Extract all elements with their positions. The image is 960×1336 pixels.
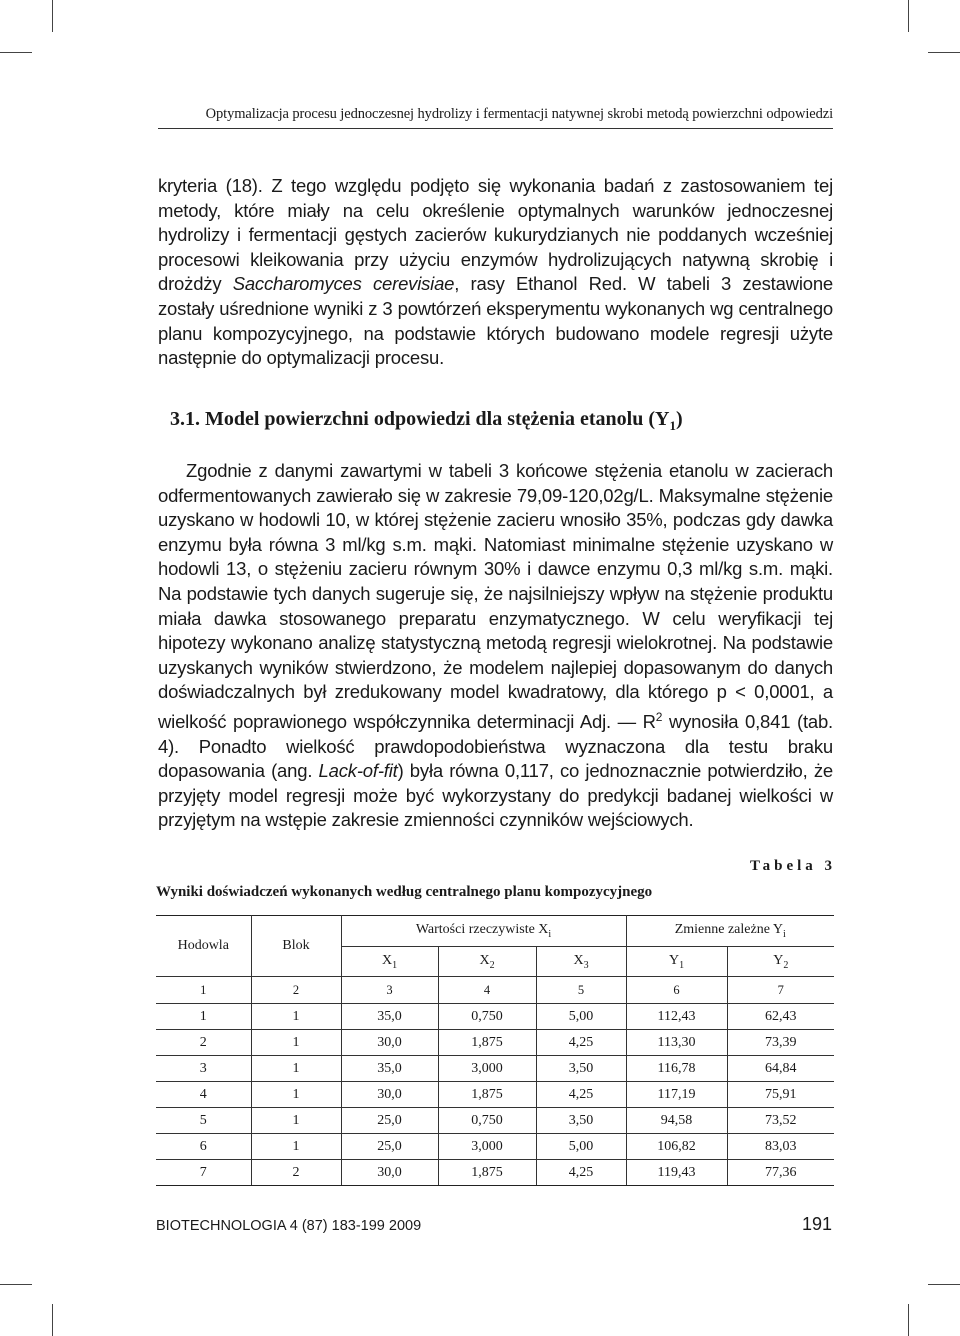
- table-cell: 3,000: [438, 1056, 536, 1082]
- paragraph-text: kryteria (18). Z tego względu podjęto się wykonania badań z zastosowaniem tej metody, które miały na celu określenie optymalnych warunków jednoczesnej hydrolizy i fermentacji gęstych zacierów kukurydzianych nie poddanych wcześniej procesowi kleikowania przy użyciu enzymów hydrolizujących natywną skrobię i drożdży: [158, 175, 833, 295]
- table-cell: 1: [251, 1134, 341, 1160]
- table-cell: 64,84: [727, 1056, 834, 1082]
- table-cell: 1: [251, 1056, 341, 1082]
- species-name: Saccharomyces cerevisiae: [232, 273, 455, 295]
- paragraph-text: wynosiła 0,841 (tab. 4). Ponadto wielkość prawdopodobieństwa wyznaczona dla testu braku dopasowania (ang.: [158, 711, 834, 782]
- column-number: 2: [251, 977, 341, 1004]
- column-number: 3: [341, 977, 438, 1004]
- table-cell: 4: [156, 1082, 251, 1108]
- table-cell: 1: [251, 1004, 341, 1030]
- table-cell: 5,00: [536, 1004, 626, 1030]
- column-number-row: [156, 977, 834, 1004]
- results-table: [156, 915, 834, 1186]
- table-cell: 1,875: [438, 1160, 536, 1186]
- journal-citation: BIOTECHNOLOGIA 4 (87) 183-199 2009: [156, 1218, 422, 1234]
- table-row: [156, 1082, 834, 1108]
- table-row: [156, 1004, 834, 1030]
- table-cell: 73,52: [727, 1108, 834, 1134]
- table-cell: 1: [156, 1004, 251, 1030]
- table-cell: 35,0: [341, 1056, 438, 1082]
- table-cell: 4,25: [536, 1160, 626, 1186]
- table-cell: 113,30: [626, 1030, 727, 1056]
- page-number: 191: [801, 1214, 832, 1234]
- running-header: Optymalizacja procesu jednoczesnej hydrolizy i fermentacji natywnej skrobi metodą powierzchni odpowiedzi: [158, 106, 833, 129]
- table-cell: 112,43: [626, 1004, 727, 1030]
- table-cell: 62,43: [727, 1004, 834, 1030]
- header-var: $Y_1$: [626, 947, 727, 977]
- table-cell: 116,78: [626, 1056, 727, 1082]
- table-label: Tabela 3: [750, 858, 837, 874]
- crop-mark: [0, 52, 32, 53]
- table-cell: 117,19: [626, 1082, 727, 1108]
- table-cell: 30,0: [341, 1030, 438, 1056]
- table-cell: 2: [156, 1030, 251, 1056]
- header-blok: Blok: [251, 916, 341, 977]
- table-cell: 3: [156, 1056, 251, 1082]
- italic-term: Lack-of-fit: [318, 760, 398, 782]
- table-cell: 5: [156, 1108, 251, 1134]
- header-group-x: Wartości rzeczywiste $X_i$: [341, 916, 626, 947]
- table-cell: 3,50: [536, 1056, 626, 1082]
- table-cell: 4,25: [536, 1030, 626, 1056]
- header-hodowla: Hodowla: [156, 916, 251, 977]
- crop-mark: [908, 1304, 909, 1336]
- table-cell: 119,43: [626, 1160, 727, 1186]
- table-cell: 1,875: [438, 1030, 536, 1056]
- crop-mark: [928, 52, 960, 53]
- table-row: [156, 1108, 834, 1134]
- header-var: $X_3$: [536, 947, 626, 977]
- table-title: Wyniki doświadczeń wykonanych według centralnego planu kompozycyjnego: [156, 884, 653, 900]
- column-number: 5: [536, 977, 626, 1004]
- table-cell: 1: [251, 1108, 341, 1134]
- crop-mark: [928, 1284, 960, 1285]
- table-cell: 3,000: [438, 1134, 536, 1160]
- table-cell: 30,0: [341, 1160, 438, 1186]
- table-cell: 4,25: [536, 1082, 626, 1108]
- paragraph-intro: [158, 174, 833, 371]
- table-cell: 75,91: [727, 1082, 834, 1108]
- table-cell: 1: [251, 1082, 341, 1108]
- table-cell: 1,875: [438, 1082, 536, 1108]
- table-cell: 30,0: [341, 1082, 438, 1108]
- paragraph-results: [158, 459, 833, 833]
- header-group-y: Zmienne zależne $Y_i$: [626, 916, 834, 947]
- header-var: $X_1$: [341, 947, 438, 977]
- crop-mark: [52, 0, 53, 32]
- column-number: 7: [727, 977, 834, 1004]
- table-row: [156, 1160, 834, 1186]
- table-cell: 5,00: [536, 1134, 626, 1160]
- table-cell: 77,36: [727, 1160, 834, 1186]
- crop-mark: [908, 0, 909, 32]
- header-var: $Y_2$: [727, 947, 834, 977]
- superscript: 2: [655, 709, 663, 724]
- table-cell: 25,0: [341, 1108, 438, 1134]
- table-cell: 94,58: [626, 1108, 727, 1134]
- header-var: $X_2$: [438, 947, 536, 977]
- table-row: [156, 1056, 834, 1082]
- table-cell: 1: [251, 1030, 341, 1056]
- paragraph-text: ) była równa 0,117, co jednoznacznie potwierdziło, że przyjęty model regresji może być wykorzystany do predykcji badanej wielkości w przyjętym na wstępie zakresie zmienności czynników wejściowych.: [158, 760, 833, 831]
- table-cell: 73,39: [727, 1030, 834, 1056]
- table-cell: 7: [156, 1160, 251, 1186]
- paragraph-text: Zgodnie z danymi zawartymi w tabeli 3 końcowe stężenia etanolu w zacierach odfermentowanych zawierało się w zakresie 79,09-120,02g/L. Maksymalne stężenie uzyskano w hodowli 10, w której stężenie zacieru wnosiło 35%, podczas gdy dawka enzymu była równa 3 ml/kg s.m. mąki. Natomiast minimalne stężenie uzyskano w hodowli 13, o stężeniu zacieru równym 30% i dawce enzymu 0,3 ml/kg s.m. mąki. Na podstawie tych danych sugeruje się, że najsilniejszy wpływ na stężenie produktu miała dawka stosowanego preparatu enzymatycznego. W celu weryfikacji tej hipotezy wykonano analizę statystyczną metodą regresji wielokrotnej. Na podstawie uzyskanych wyników stwierdzono, że modelem najlepiej dopasowanym do danych doświadczalnych był zredukowany model kwadratowy, dla którego p < 0,0001, a wielkość poprawionego współczynnika determinacji Adj. — R: [158, 460, 833, 733]
- table-cell: 0,750: [438, 1108, 536, 1134]
- table-cell: 106,82: [626, 1134, 727, 1160]
- paragraph-text: , rasy Ethanol Red. W tabeli 3 zestawione zostały uśrednione wyniki z 3 powtórzeń eksperymentu wykonanych wg centralnego planu kompozycyjnego, na podstawie których budowano modele regresji użyte następnie do optymalizacji procesu.: [158, 273, 833, 369]
- table-cell: 25,0: [341, 1134, 438, 1160]
- table-cell: 2: [251, 1160, 341, 1186]
- table-cell: 0,750: [438, 1004, 536, 1030]
- column-number: 1: [156, 977, 251, 1004]
- column-number: 4: [438, 977, 536, 1004]
- table-cell: 6: [156, 1134, 251, 1160]
- table-row: [156, 1134, 834, 1160]
- section-heading: 3.1. Model powierzchni odpowiedzi dla stężenia etanolu $(Y_1)$: [170, 408, 683, 433]
- table-row: [156, 1030, 834, 1056]
- crop-mark: [0, 1284, 32, 1285]
- table-cell: 3,50: [536, 1108, 626, 1134]
- table-cell: 83,03: [727, 1134, 834, 1160]
- column-number: 6: [626, 977, 727, 1004]
- crop-mark: [52, 1304, 53, 1336]
- table-cell: 35,0: [341, 1004, 438, 1030]
